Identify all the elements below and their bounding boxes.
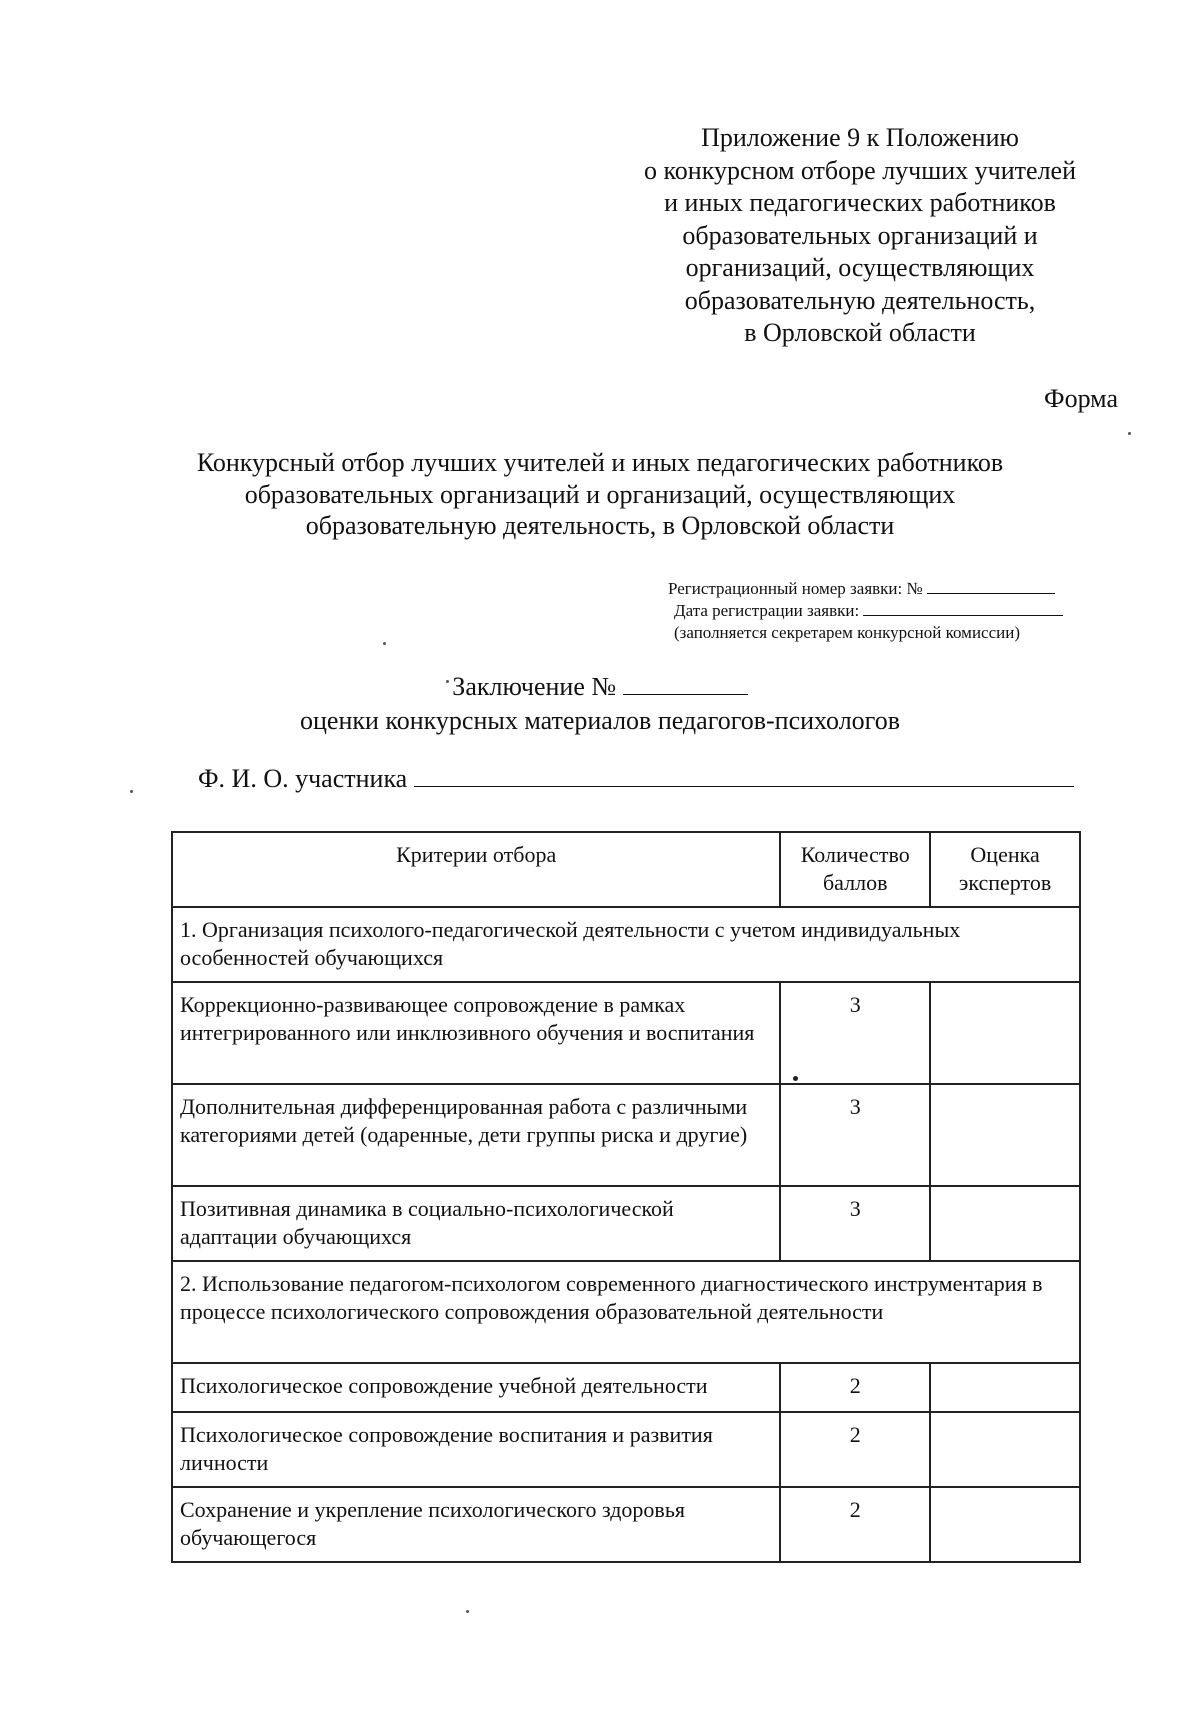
scan-speck	[130, 790, 133, 793]
criterion-cell: Дополнительная дифференцированная работа с различными категориями детей (одаренные, дети группы риска и другие)	[172, 1084, 780, 1186]
registration-note: (заполняется секретарем конкурсной комиссии)	[674, 623, 1020, 642]
registration-block	[668, 578, 1063, 644]
section-title: 1. Организация психолого-педагогической деятельности с учетом индивидуальных особенностей обучающихся	[172, 907, 1080, 982]
conclusion-number-blank[interactable]	[623, 694, 748, 695]
expert-cell[interactable]	[930, 1487, 1080, 1562]
header-criteria: Критерии отбора	[172, 832, 780, 907]
appendix-line: в Орловской области	[744, 318, 976, 347]
appendix-header	[620, 122, 1100, 350]
expert-cell[interactable]	[930, 1084, 1080, 1186]
points-cell: 3	[780, 982, 930, 1084]
title-line: образовательных организаций и организаций, осуществляющих	[244, 479, 956, 509]
scan-speck	[1128, 432, 1131, 435]
registration-number-blank[interactable]	[927, 593, 1055, 594]
section-title: 2. Использование педагогом-психологом современного диагностического инструментария в процессе психологического сопровождения образовательной деятельности	[172, 1261, 1080, 1363]
points-cell: 3	[780, 1084, 930, 1186]
table-row	[172, 1363, 1080, 1412]
points-cell: 2	[780, 1487, 930, 1562]
participant-row	[198, 764, 1074, 794]
conclusion-subtitle: оценки конкурсных материалов педагогов-психологов	[300, 706, 900, 735]
points-cell: 2	[780, 1363, 930, 1412]
header-expert: Оценка экспертов	[930, 832, 1080, 907]
expert-cell[interactable]	[930, 1412, 1080, 1487]
scan-speck	[793, 1076, 798, 1081]
registration-number-label: Регистрационный номер заявки: №	[668, 579, 923, 598]
appendix-line: образовательную деятельность,	[684, 285, 1036, 315]
header-points: Количество баллов	[780, 832, 930, 907]
criterion-cell: Позитивная динамика в социально-психологической адаптации обучающихся	[172, 1186, 780, 1261]
appendix-line: образовательных организаций и	[682, 220, 1038, 250]
criteria-table	[171, 831, 1081, 1563]
form-label: Форма	[1044, 384, 1118, 413]
criterion-cell: Сохранение и укрепление психологического здоровья обучающегося	[172, 1487, 780, 1562]
section-row	[172, 1261, 1080, 1363]
participant-name-blank[interactable]	[414, 786, 1074, 787]
document-title	[150, 447, 1050, 542]
criterion-cell: Психологическое сопровождение учебной деятельности	[172, 1363, 780, 1412]
expert-cell[interactable]	[930, 982, 1080, 1084]
criterion-cell: Коррекционно-развивающее сопровождение в рамках интегрированного или инклюзивного обучения и воспитания	[172, 982, 780, 1084]
expert-cell[interactable]	[930, 1363, 1080, 1412]
table-row	[172, 1487, 1080, 1562]
registration-date-label: Дата регистрации заявки:	[674, 601, 860, 620]
scan-speck	[466, 1610, 469, 1613]
points-cell: 3	[780, 1186, 930, 1261]
registration-date-blank[interactable]	[863, 615, 1063, 616]
appendix-line: организаций, осуществляющих	[685, 253, 1035, 282]
scan-speck	[446, 680, 449, 683]
title-line: образовательную деятельность, в Орловской области	[305, 511, 895, 540]
appendix-line: и иных педагогических работников	[664, 188, 1056, 217]
table-row	[172, 1412, 1080, 1487]
expert-cell[interactable]	[930, 1186, 1080, 1261]
title-line: Конкурсный отбор лучших учителей и иных педагогических работников	[196, 448, 1004, 477]
points-cell: 2	[780, 1412, 930, 1487]
criterion-cell: Психологическое сопровождение воспитания и развития личности	[172, 1412, 780, 1487]
appendix-line: о конкурсном отборе лучших учителей	[644, 155, 1076, 185]
appendix-line: Приложение 9 к Положению	[701, 123, 1019, 152]
table-row	[172, 1084, 1080, 1186]
table-header-row	[172, 832, 1080, 907]
scan-speck	[383, 642, 386, 645]
table-row	[172, 1186, 1080, 1261]
conclusion-label: Заключение №	[452, 672, 617, 701]
participant-label: Ф. И. О. участника	[198, 764, 408, 793]
conclusion-block	[150, 670, 1050, 738]
table-row	[172, 982, 1080, 1084]
section-row	[172, 907, 1080, 982]
